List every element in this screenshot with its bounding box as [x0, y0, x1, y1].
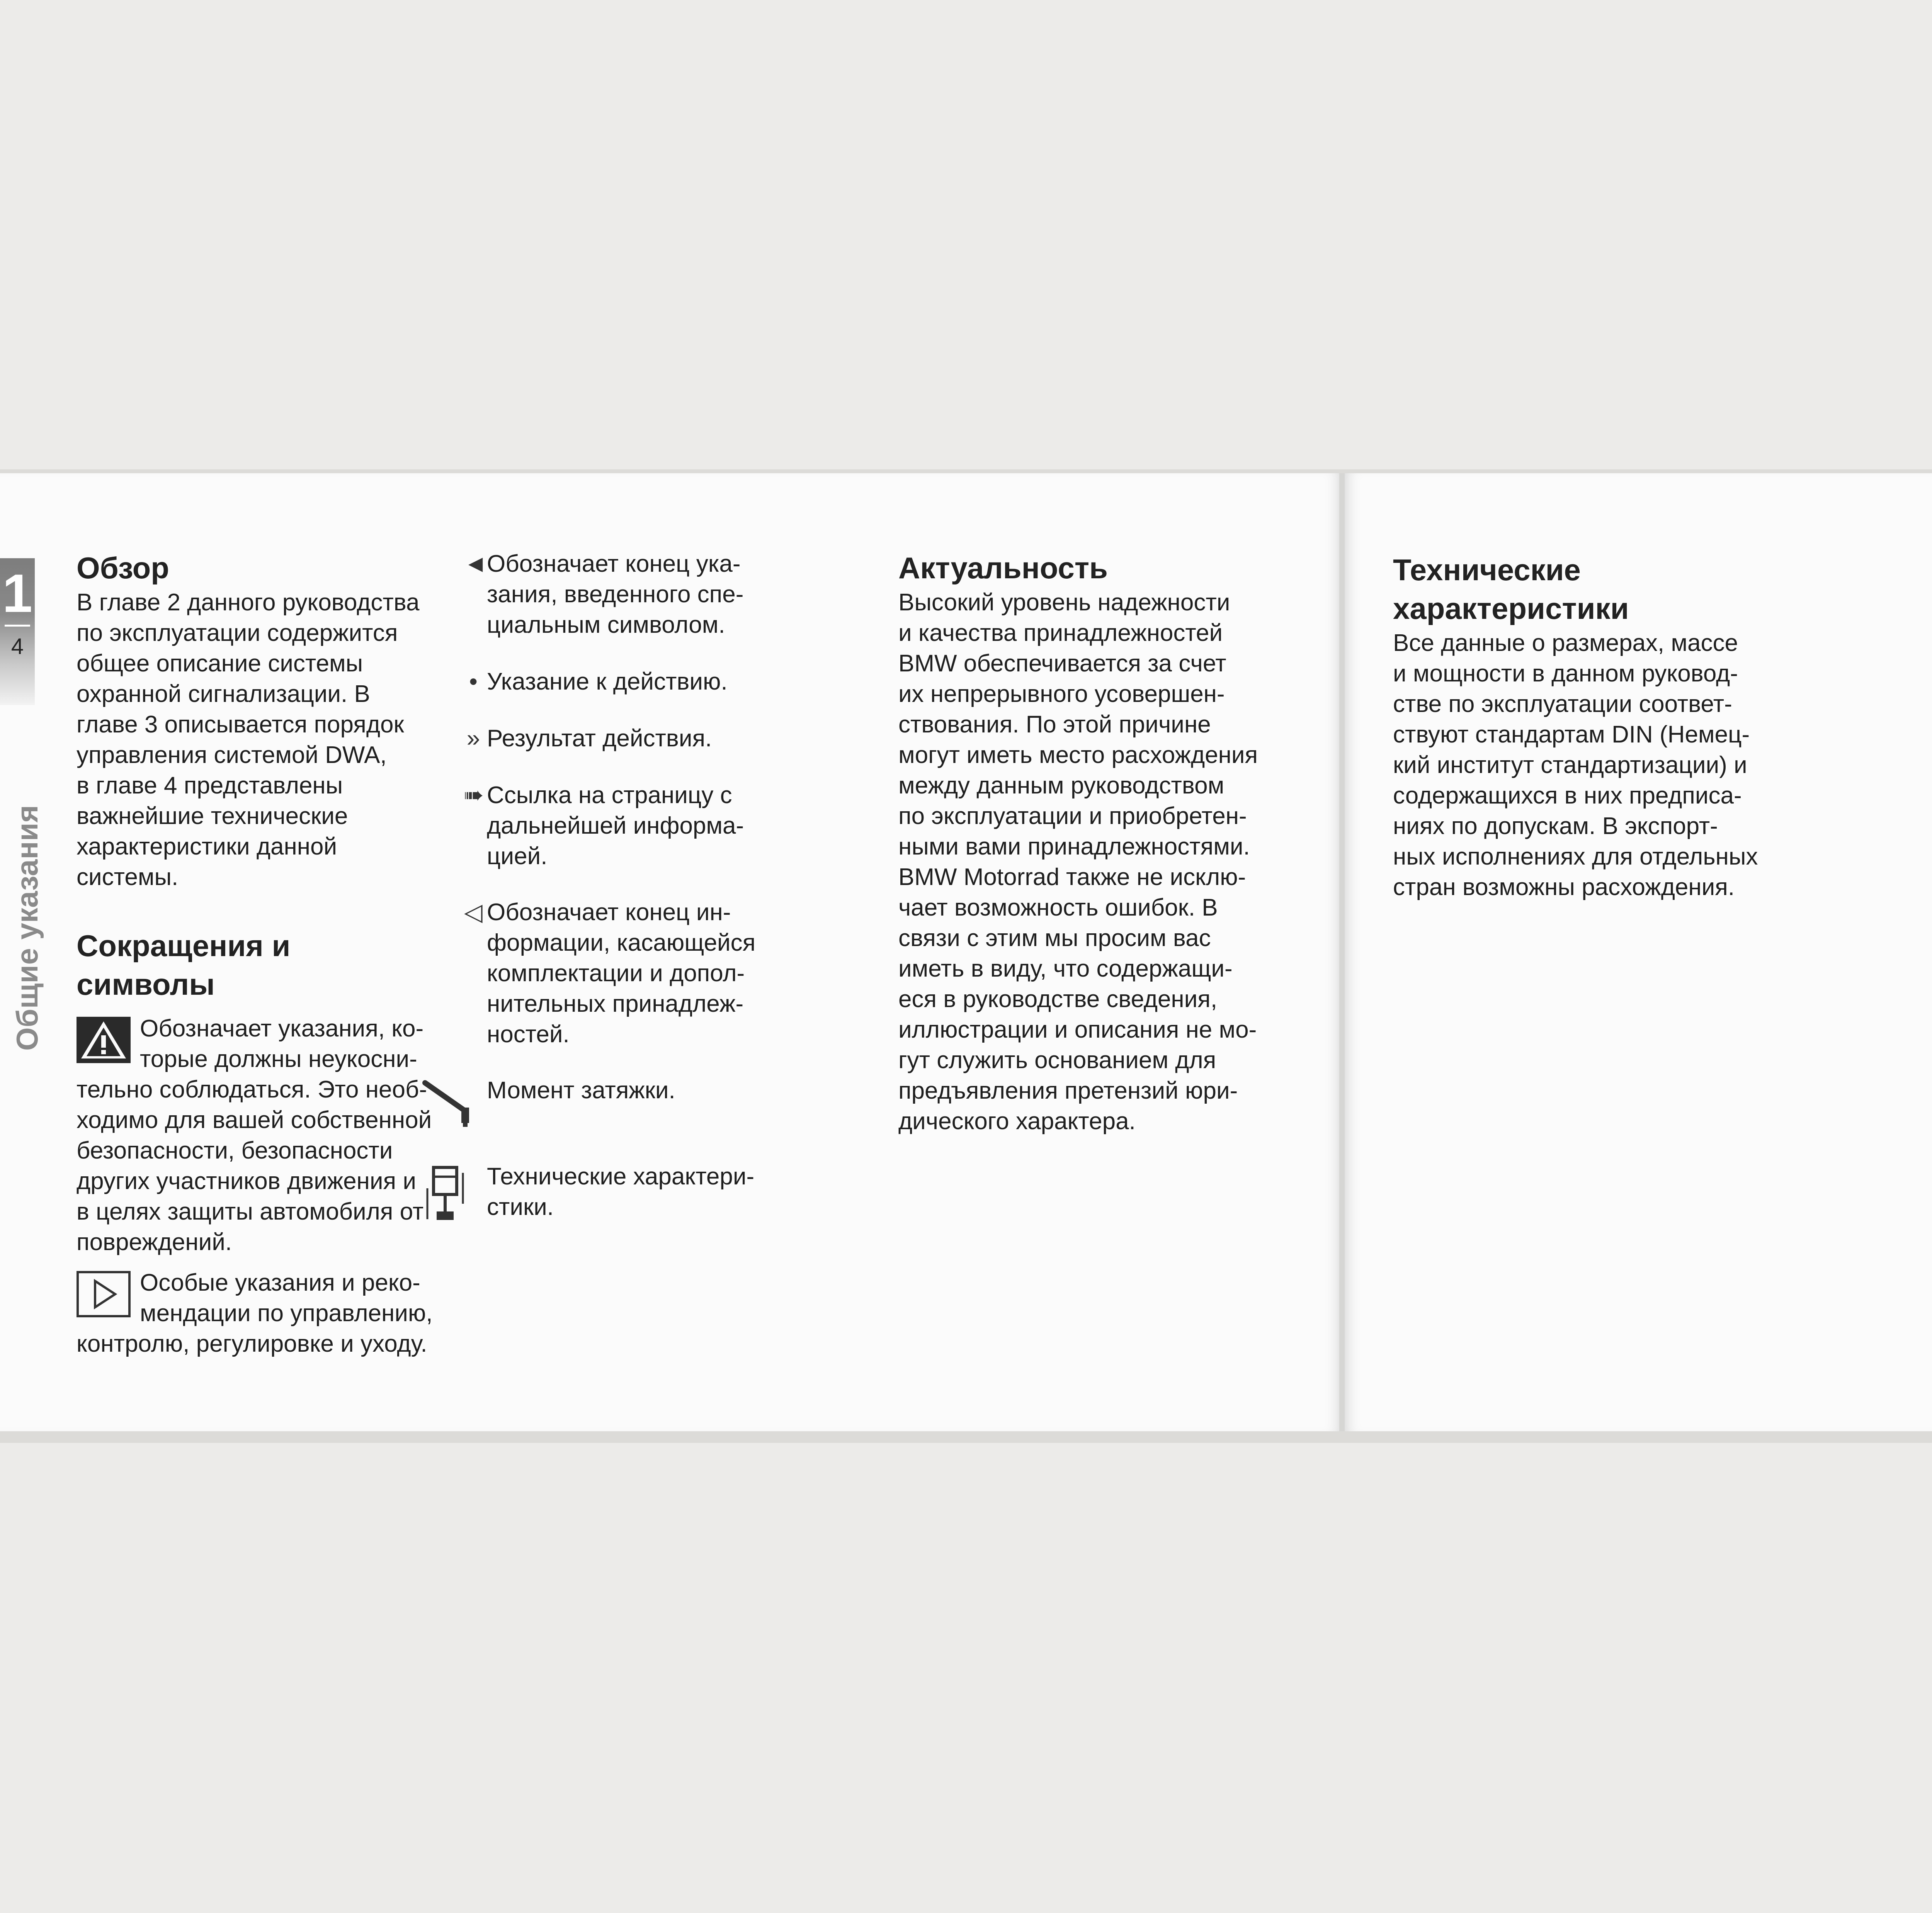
tip-text-rest: контролю, регулировке и уходу.: [77, 1330, 427, 1357]
technical-text: Все данные о размерах, массе и мощности в данном руковод- стве по эксплуатации соответ- ствуют стандартам DIN (Немец- кий институт стандартизации) и содержащихся в них предписа- ниях по допускам. В экспорт- ных исполнениях для отдельных стран возможны расхождения.: [1393, 630, 1758, 900]
symbol-item: [464, 780, 858, 872]
relevance-section: [898, 549, 1316, 1137]
overview-heading: Обзор: [77, 551, 169, 585]
symbol-text: Технические характери- стики.: [487, 1163, 755, 1220]
technical-heading-line2: характеристики: [1393, 591, 1629, 625]
chapter-tab-left: [0, 558, 35, 705]
page-number: 4: [11, 634, 24, 659]
abbreviations-heading-line2: символы: [77, 967, 215, 1001]
filled-left-triangle-icon: ◄: [464, 550, 488, 577]
symbol-text: Результат действия.: [487, 725, 712, 752]
abbreviations-section: [77, 926, 471, 1004]
symbol-item: [466, 723, 858, 754]
overview-text: В главе 2 данного руководства по эксплуатации содержится общее описание системы охранной сигнализации. В главе 3 описывается порядок управления системой DWA, в главе 4 представлены важнейшие технические характеристики данной системы.: [77, 589, 420, 890]
double-chevron-icon: »: [466, 725, 480, 752]
relevance-text: Высокий уровень надежности и качества принадлежностей BMW обеспечивается за счет их непрерывного усовершен- ствования. По этой причине могут иметь место расхождения между данным руководством по эксплуатации и приобретен- ными вами принадлежностями. BMW Motorrad также не исклю- чает возможность ошибок. В связи с этим мы просим вас иметь в виду, что содержащи- еся в руководстве сведения, иллюстрации и описания не мо- гут служить основанием для предъявления претензий юри- дического характера.: [898, 589, 1258, 1135]
symbol-item: [487, 1161, 858, 1222]
technical-section: [1393, 550, 1857, 902]
relevance-heading: Актуальность: [898, 551, 1108, 585]
symbol-item: [464, 897, 858, 1050]
tab-divider: [5, 625, 30, 627]
symbol-text: Момент затяжки.: [487, 1077, 675, 1104]
symbol-item: [469, 666, 858, 697]
tip-text-first: Особые указания и реко- мендации по управлению,: [140, 1269, 433, 1327]
technical-heading-line1: Технические: [1393, 553, 1581, 587]
warning-text-rest: тельно соблюдаться. Это необ- ходимо для вашей собственной безопасности, безопасности других участников движения и в целях защиты автомобиля от повреждений.: [77, 1076, 432, 1256]
symbol-text: Ссылка на страницу с дальнейшей информа- цией.: [487, 782, 744, 870]
bullet-icon: •: [469, 668, 478, 695]
outline-left-triangle-icon: ◁: [464, 899, 483, 926]
symbol-item: [464, 549, 858, 640]
overview-section: [77, 549, 471, 892]
torque-wrench-icon: [421, 1075, 475, 1129]
arrow-right-icon: ➠: [464, 782, 484, 809]
technical-data-icon: [425, 1165, 468, 1223]
symbol-text: Обозначает конец ин- формации, касающейся комплектации и допол- нительных принадлеж- ностей.: [487, 899, 756, 1048]
chapter-number: 1: [2, 563, 32, 624]
symbol-text: Обозначает конец ука- зания, введенного спе- циальным символом.: [487, 550, 744, 638]
symbol-text: Указание к действию.: [487, 668, 728, 695]
abbreviations-heading-line1: Сокращения и: [77, 929, 291, 963]
tip-icon: [77, 1271, 131, 1317]
warning-icon: [77, 1017, 131, 1063]
warning-text-first: Обозначает указания, ко- торые должны неукосни-: [140, 1015, 424, 1072]
side-section-label: Общие указания: [10, 805, 44, 1051]
symbol-item: [487, 1075, 858, 1106]
